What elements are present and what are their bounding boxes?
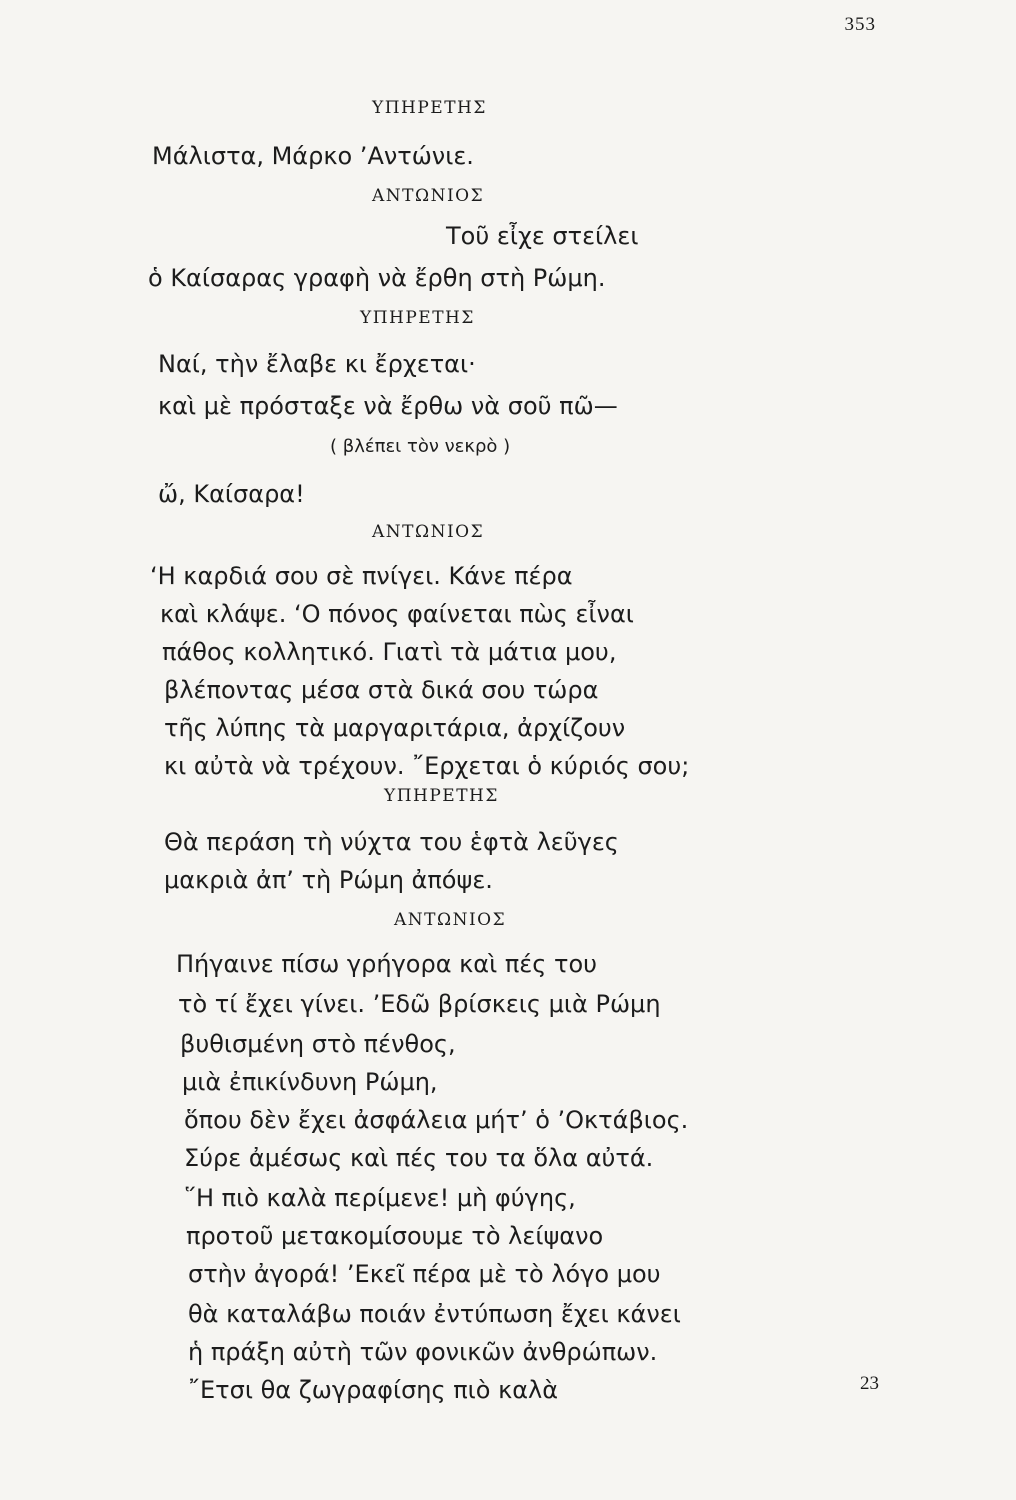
- verse-line: μακριὰ ἀπ’ τὴ Ρώμη ἀπόψε.: [164, 866, 493, 894]
- verse-line: ὁ Καίσαρας γραφὴ νὰ ἔρθη στὴ Ρώμη.: [148, 264, 606, 292]
- verse-line: τῆς λύπης τὰ μαργαριτάρια, ἀρχίζουν: [164, 714, 626, 742]
- verse-line: Σύρε ἀμέσως καὶ πές του τα ὅλα αὐτά.: [184, 1144, 654, 1172]
- verse-line: μιὰ ἐπικίνδυνη Ρώμη,: [182, 1068, 438, 1096]
- speaker-heading: ΑΝΤΩΝΙΟΣ: [372, 522, 485, 542]
- speaker-heading: ΥΠΗΡΕΤΗΣ: [372, 98, 487, 118]
- verse-line: τὸ τί ἔχει γίνει. ’Εδῶ βρίσκεις μιὰ Ρώμη: [178, 990, 661, 1018]
- verse-line: Πήγαινε πίσω γρήγορα καὶ πές του: [176, 950, 598, 978]
- speaker-heading: ΥΠΗΡΕΤΗΣ: [384, 786, 499, 806]
- speaker-heading: ΑΝΤΩΝΙΟΣ: [394, 910, 507, 930]
- verse-line: καὶ μὲ πρόσταξε νὰ ἔρθω νὰ σοῦ πῶ—: [158, 392, 618, 420]
- verse-line: κι αὐτὰ νὰ τρέχουν. ῎Ερχεται ὁ κύριός σου;: [164, 752, 690, 780]
- verse-line: Ναί, τὴν ἔλαβε κι ἔρχεται·: [158, 350, 476, 378]
- verse-line: καὶ κλάψε. ‘Ο πόνος φαίνεται πὼς εἶναι: [160, 600, 634, 628]
- verse-line: ὅπου δὲν ἔχει ἀσφάλεια μήτ’ ὁ ’Οκτάβιος.: [184, 1106, 689, 1134]
- verse-line: στὴν ἀγορά! ’Εκεῖ πέρα μὲ τὸ λόγο μου: [188, 1260, 661, 1288]
- verse-line: βλέποντας μέσα στὰ δικά σου τώρα: [164, 676, 599, 704]
- verse-line: ὤ, Καίσαρα!: [158, 480, 305, 508]
- stage-direction: ( βλέπει τὸν νεκρὸ ): [330, 436, 511, 457]
- verse-line: πάθος κολλητικό. Γιατὶ τὰ μάτια μου,: [162, 638, 617, 666]
- speaker-heading: ΥΠΗΡΕΤΗΣ: [360, 308, 475, 328]
- signature-mark: 23: [860, 1373, 879, 1394]
- verse-line: ‘Η καρδιά σου σὲ πνίγει. Κάνε πέρα: [150, 562, 573, 590]
- verse-line: ῎Ετσι θα ζωγραφίσης πιὸ καλὰ: [188, 1376, 559, 1404]
- verse-line: Θὰ περάση τὴ νύχτα του ἑφτὰ λεῦγες: [164, 828, 619, 856]
- verse-line: θὰ καταλάβω ποιάν ἐντύπωση ἔχει κάνει: [188, 1300, 681, 1328]
- verse-line: Μάλιστα, Μάρκο ’Αντώνιε.: [152, 142, 474, 170]
- verse-line: ῞Η πιὸ καλὰ περίμενε! μὴ φύγης,: [184, 1184, 576, 1212]
- verse-line: προτοῦ μετακομίσουμε τὸ λείψανο: [186, 1222, 604, 1250]
- verse-line: Τοῦ εἶχε στείλει: [446, 222, 639, 250]
- page-number: 353: [844, 14, 876, 35]
- verse-line: βυθισμένη στὸ πένθος,: [180, 1030, 456, 1058]
- verse-line: ἡ πράξη αὐτὴ τῶν φονικῶν ἀνθρώπων.: [188, 1338, 658, 1366]
- speaker-heading: ΑΝΤΩΝΙΟΣ: [372, 186, 485, 206]
